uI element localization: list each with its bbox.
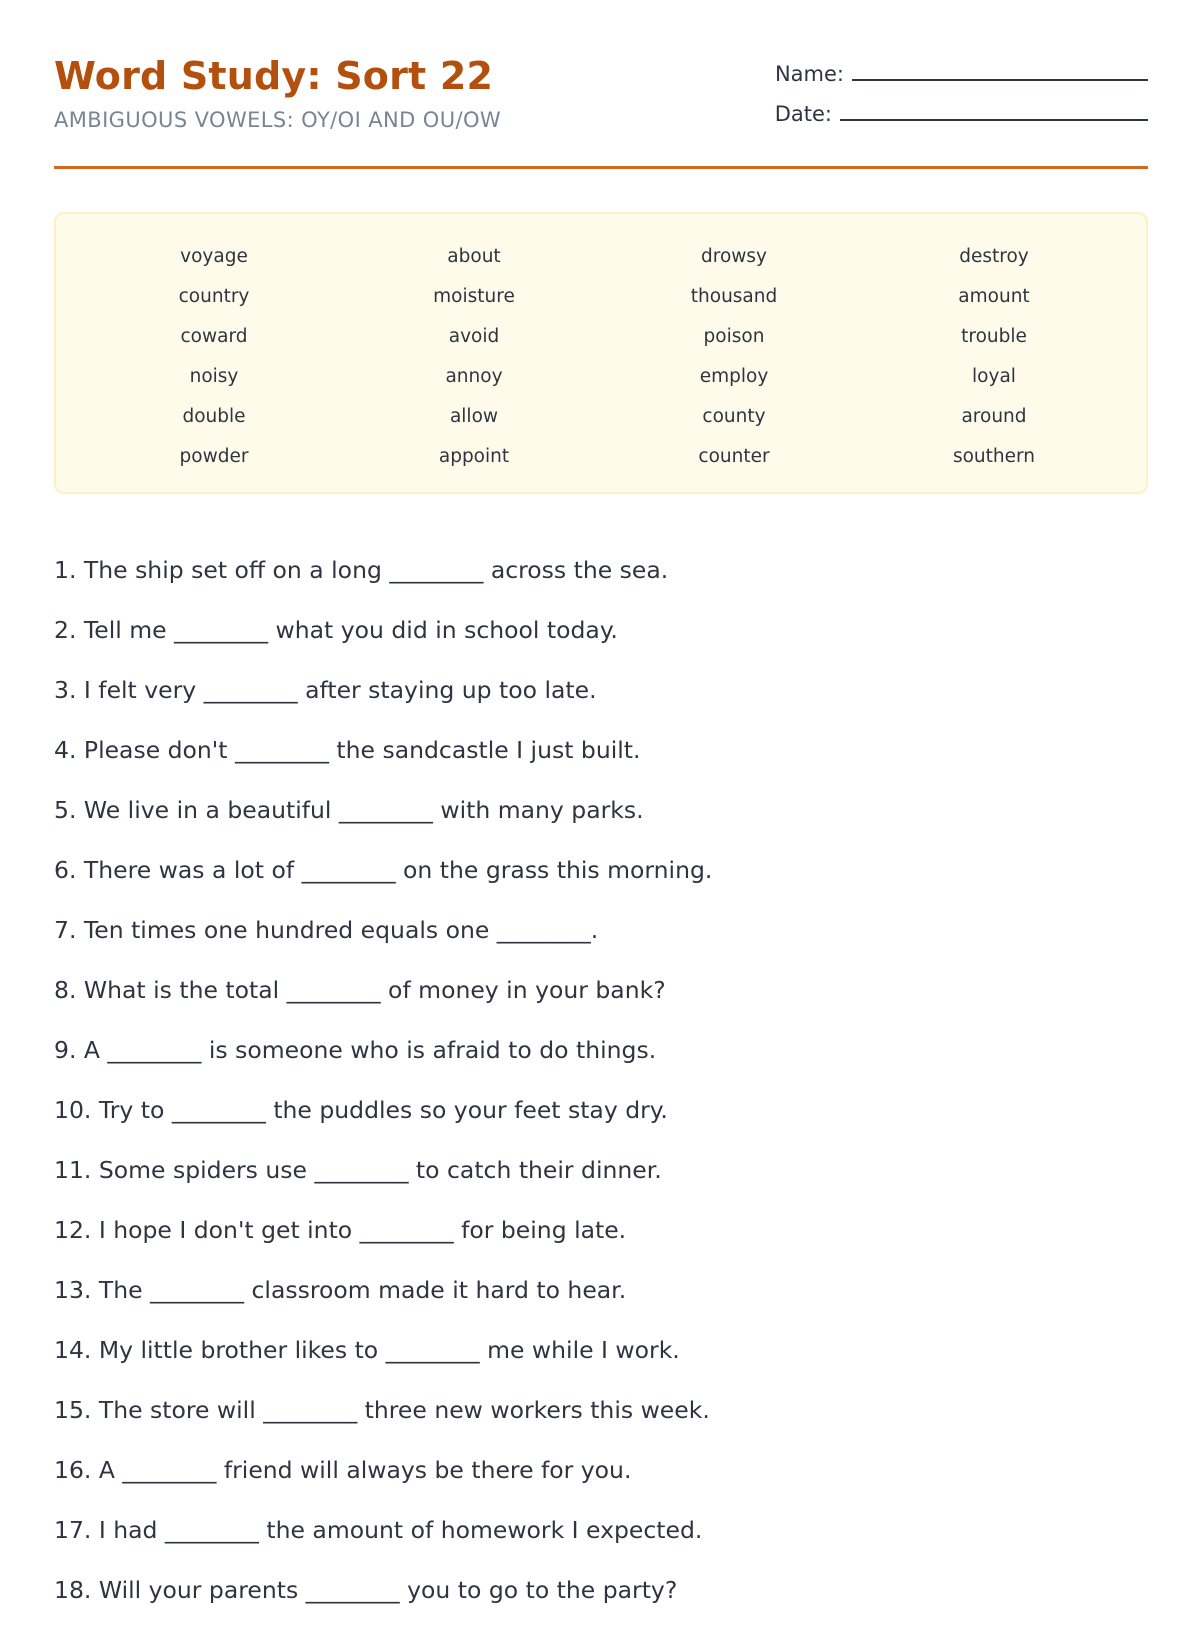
word-bank-word: destroy [959,245,1029,267]
sentence-item: 16. A ________ friend will always be there for you. [54,1456,632,1484]
word-bank-word: amount [958,285,1030,307]
word-bank-word: employ [699,365,769,387]
worksheet-header [54,54,1148,170]
date-field[interactable] [775,102,1148,126]
name-field[interactable] [775,62,1148,86]
word-bank-word: counter [698,445,770,467]
header-divider [54,166,1148,169]
date-line[interactable] [840,118,1148,121]
sentence-item: 9. A ________ is someone who is afraid to do things. [54,1036,657,1064]
word-bank-word: drowsy [701,245,767,267]
word-bank-word: voyage [180,245,248,267]
word-bank-word: country [178,285,250,307]
word-bank-word: around [961,405,1027,427]
sentence-item: 2. Tell me ________ what you did in school today. [54,616,618,644]
page-title: Word Study: Sort 22 [54,54,494,98]
word-bank-word: about [447,245,501,267]
word-bank-word: double [182,405,246,427]
sentence-item: 8. What is the total ________ of money in your bank? [54,976,666,1004]
sentence-item: 11. Some spiders use ________ to catch their dinner. [54,1156,662,1184]
word-bank-word: thousand [690,285,778,307]
word-bank-word: appoint [438,445,510,467]
word-bank-word: coward [180,325,248,347]
word-bank-word: annoy [445,365,503,387]
sentence-item: 6. There was a lot of ________ on the grass this morning. [54,856,713,884]
word-bank-word: county [702,405,766,427]
word-bank-word: loyal [972,365,1016,387]
word-bank [54,212,1148,494]
sentence-item: 17. I had ________ the amount of homework I expected. [54,1516,703,1544]
sentence-item: 12. I hope I don't get into ________ for being late. [54,1216,627,1244]
word-bank-word: southern [952,445,1036,467]
word-bank-word: avoid [448,325,500,347]
word-bank-word: trouble [961,325,1027,347]
sentence-item: 3. I felt very ________ after staying up too late. [54,676,597,704]
sentence-item: 15. The store will ________ three new workers this week. [54,1396,710,1424]
date-label: Date: [774,102,832,126]
word-bank-grid [84,236,1124,476]
sentence-list [54,550,712,1630]
sentence-item: 13. The ________ classroom made it hard to hear. [54,1276,627,1304]
word-bank-word: moisture [433,285,515,307]
sentence-item: 14. My little brother likes to ________ me while I work. [54,1336,680,1364]
sentence-item: 1. The ship set off on a long ________ across the sea. [54,556,669,584]
page-subtitle: AMBIGUOUS VOWELS: OY/OI AND OU/OW [54,108,502,132]
name-line[interactable] [852,78,1148,81]
sentence-item: 4. Please don't ________ the sandcastle I just built. [54,736,641,764]
word-bank-word: noisy [189,365,239,387]
word-bank-word: allow [449,405,499,427]
word-bank-word: powder [179,445,249,467]
sentence-item: 18. Will your parents ________ you to go to the party? [54,1576,678,1604]
sentence-item: 7. Ten times one hundred equals one ________. [54,916,599,944]
word-bank-word: poison [703,325,765,347]
name-label: Name: [774,62,844,86]
sentence-item: 5. We live in a beautiful ________ with many parks. [54,796,644,824]
sentence-item: 10. Try to ________ the puddles so your feet stay dry. [54,1096,668,1124]
